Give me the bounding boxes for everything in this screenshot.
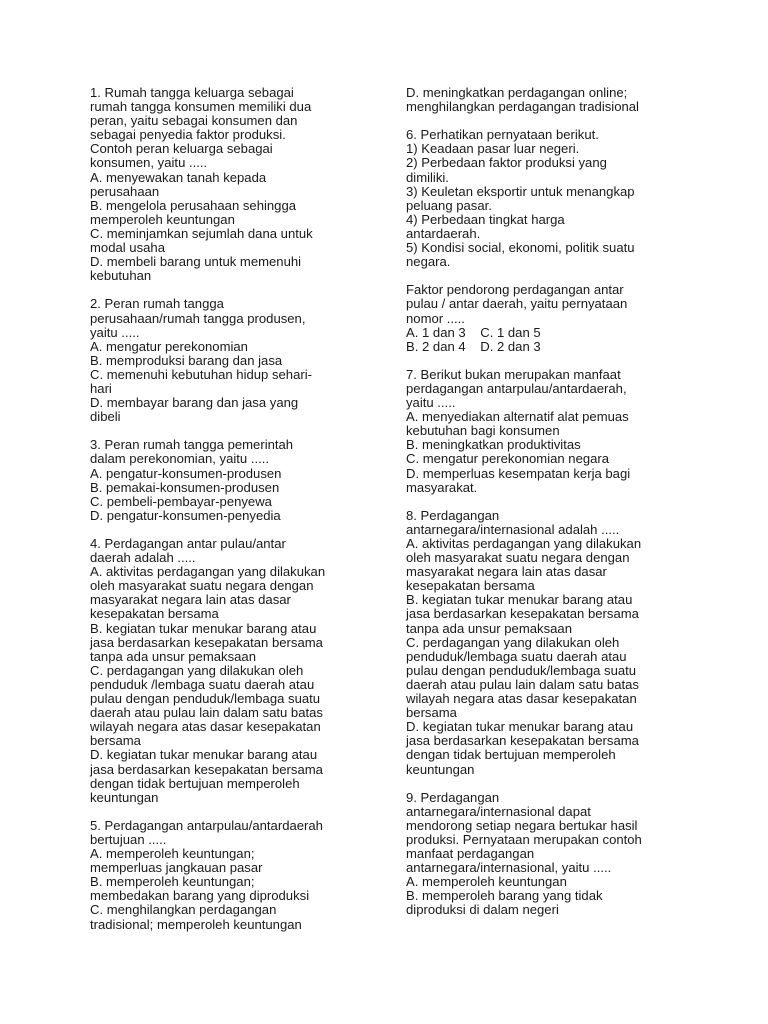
text-line: Faktor pendorong perdagangan antar [406, 282, 624, 298]
text-line: A. 1 dan 3 C. 1 dan 5 [406, 324, 541, 340]
text-line: C. perdagangan yang dilakukan oleh [406, 634, 620, 650]
text-line: peluang pasar. [406, 197, 492, 213]
text-line: 9. Perdagangan [406, 789, 500, 805]
paragraph-gap [90, 424, 372, 438]
text-line: jasa berdasarkan kesepakatan bersama [90, 634, 323, 650]
text-line: antardaerah. [406, 225, 481, 241]
text-line: C. pembeli-pembayar-penyewa [90, 493, 272, 509]
text-line: memperoleh keuntungan [90, 211, 235, 227]
text-line: bersama [90, 733, 141, 749]
text-line: modal usaha [90, 240, 165, 256]
text-line: penduduk/lembaga suatu daerah atau [406, 648, 627, 664]
paragraph-gap [90, 283, 372, 297]
text-line: kesepakatan bersama [406, 578, 535, 594]
text-line: oleh masyarakat suatu negara dengan [406, 550, 630, 566]
text-line: A. menyewakan tanah kepada [90, 169, 267, 185]
paragraph-gap [90, 523, 372, 537]
text-line: 1. Rumah tangga keluarga sebagai [90, 85, 294, 100]
text-line: B. memperoleh barang yang tidak [406, 888, 603, 904]
paragraph-gap [406, 269, 696, 283]
text-line: B. kegiatan tukar menukar barang atau [90, 620, 317, 636]
text-line: jasa berdasarkan kesepakatan bersama [406, 606, 639, 622]
text-line: wilayah negara atas dasar kesepakatan [406, 691, 637, 707]
text-line: pulau dengan penduduk/lembaga suatu [406, 662, 637, 678]
text-line: nomor ..... [406, 310, 465, 326]
text-line: A. menyediakan alternatif alat pemuas [406, 409, 629, 425]
text-line: D. meningkatkan perdagangan online; [406, 85, 628, 100]
paragraph-gap [90, 805, 372, 819]
text-line: D. membayar barang dan jasa yang [90, 395, 299, 411]
text-line: kebutuhan [90, 268, 152, 284]
text-line: konsumen, yaitu ..... [90, 155, 208, 171]
text-line: 7. Berikut bukan merupakan manfaat [406, 366, 621, 382]
text-line: dengan tidak bertujuan memperoleh [406, 747, 616, 763]
text-line: diproduksi di dalam negeri [406, 902, 559, 918]
text-line: keuntungan [90, 789, 159, 805]
text-line: membedakan barang yang diproduksi [90, 888, 310, 904]
text-line: B. 2 dan 4 D. 2 dan 3 [406, 338, 541, 354]
text-line: pulau dengan penduduk/lembaga suatu [90, 691, 321, 707]
text-line: hari [90, 380, 112, 396]
text-line: C. meminjamkan sejumlah dana untuk [90, 225, 313, 241]
text-line: 2) Perbedaan faktor produksi yang [406, 155, 607, 171]
text-line: masyarakat negara lain atas dasar [90, 592, 291, 608]
text-line: masyarakat. [406, 479, 478, 495]
text-line: manfaat perdagangan [406, 846, 535, 862]
text-line: sebagai penyedia faktor produksi. [90, 127, 286, 143]
left-column [90, 86, 372, 932]
text-line: dibeli [90, 409, 121, 425]
text-line: oleh masyarakat suatu negara dengan [90, 578, 314, 594]
text-line: jasa berdasarkan kesepakatan bersama [90, 761, 323, 777]
text-line: D. kegiatan tukar menukar barang atau [406, 719, 634, 735]
text-line: 4) Perbedaan tingkat harga [406, 211, 565, 227]
text-line: keuntungan [406, 761, 475, 777]
text-line: pulau / antar daerah, yaitu pernyataan [406, 296, 628, 312]
paragraph-gap [406, 777, 696, 791]
text-line: A. pengatur-konsumen-produsen [90, 465, 282, 481]
text-line: 6. Perhatikan pernyataan berikut. [406, 127, 599, 143]
text-line: A. aktivitas perdagangan yang dilakukan [90, 564, 326, 580]
text-line: Contoh peran keluarga sebagai [90, 141, 273, 157]
text-line: antarnegara/internasional adalah ..... [406, 521, 620, 537]
text-line: mendorong setiap negara bertukar hasil [406, 817, 638, 833]
text-line: rumah tangga konsumen memiliki dua [90, 99, 312, 115]
text-line: bertujuan ..... [90, 831, 167, 847]
text-line: B. memproduksi barang dan jasa [90, 352, 283, 368]
text-line: peran, yaitu sebagai konsumen dan [90, 113, 298, 129]
text-line: bersama [406, 705, 457, 721]
text-line: B. memperoleh keuntungan; [90, 874, 255, 890]
text-line: perusahaan/rumah tangga produsen, [90, 310, 306, 326]
text-line: 3) Keuletan eksportir untuk menangkap [406, 183, 635, 199]
text-line: antarnegara/internasional dapat [406, 803, 591, 819]
text-line: D. memperluas kesempatan kerja bagi [406, 465, 631, 481]
text-line: negara. [406, 254, 451, 270]
text-line: produksi. Pernyataan merupakan contoh [406, 831, 642, 847]
text-line: dengan tidak bertujuan memperoleh [90, 775, 300, 791]
text-line: A. aktivitas perdagangan yang dilakukan [406, 536, 642, 551]
text-line: 5. Perdagangan antarpulau/antardaerah [90, 817, 323, 833]
text-line: yaitu ..... [406, 395, 456, 411]
text-line: B. pemakai-konsumen-produsen [90, 479, 280, 495]
text-line: 3. Peran rumah tangga pemerintah [90, 437, 294, 453]
paragraph-gap [406, 114, 696, 128]
text-line: tanpa ada unsur pemaksaan [406, 620, 572, 636]
text-line: menghilangkan perdagangan tradisional [406, 99, 639, 115]
text-line: daerah adalah ..... [90, 550, 196, 566]
text-line: B. meningkatkan produktivitas [406, 437, 581, 453]
text-line: C. menghilangkan perdagangan [90, 902, 277, 918]
text-line: daerah atau pulau lain dalam satu batas [406, 676, 639, 692]
text-line: 1) Keadaan pasar luar negeri. [406, 141, 580, 157]
text-line: tradisional; memperoleh keuntungan [90, 916, 302, 932]
text-line: D. kegiatan tukar menukar barang atau [90, 747, 318, 763]
text-line: 4. Perdagangan antar pulau/antar [90, 536, 286, 551]
text-line: perusahaan [90, 183, 160, 199]
text-line: masyarakat negara lain atas dasar [406, 564, 607, 580]
text-line: 8. Perdagangan [406, 507, 500, 523]
text-line: A. memperoleh keuntungan [406, 874, 567, 890]
text-line: kebutuhan bagi konsumen [406, 423, 560, 439]
text-line: B. mengelola perusahaan sehingga [90, 197, 297, 213]
text-line: D. membeli barang untuk memenuhi [90, 254, 302, 270]
text-line: D. pengatur-konsumen-penyedia [90, 507, 281, 523]
text-line: memperluas jangkauan pasar [90, 860, 263, 876]
text-line: perdagangan antarpulau/antardaerah, [406, 380, 627, 396]
paragraph-gap [406, 354, 696, 368]
right-column [406, 86, 696, 918]
text-line: dimiliki. [406, 169, 449, 185]
text-line: dalam perekonomian, yaitu ..... [90, 451, 270, 467]
paragraph-gap [406, 495, 696, 509]
text-line: tanpa ada unsur pemaksaan [90, 648, 256, 664]
text-line: antarnegara/internasional, yaitu ..... [406, 860, 612, 876]
text-line: C. perdagangan yang dilakukan oleh [90, 662, 304, 678]
text-line: 2. Peran rumah tangga [90, 296, 224, 312]
text-line: C. memenuhi kebutuhan hidup sehari- [90, 366, 312, 382]
text-line: wilayah negara atas dasar kesepakatan [90, 719, 321, 735]
text-line: A. mengatur perekonomian [90, 338, 248, 354]
text-line: jasa berdasarkan kesepakatan bersama [406, 733, 639, 749]
text-line: daerah atau pulau lain dalam satu batas [90, 705, 323, 721]
text-line: B. kegiatan tukar menukar barang atau [406, 592, 633, 608]
text-line: kesepakatan bersama [90, 606, 219, 622]
text-line: 5) Kondisi social, ekonomi, politik suatu [406, 240, 635, 256]
text-line: penduduk /lembaga suatu daerah atau [90, 676, 315, 692]
text-line: C. mengatur perekonomian negara [406, 451, 610, 467]
text-line: A. memperoleh keuntungan; [90, 846, 255, 862]
text-line: yaitu ..... [90, 324, 140, 340]
